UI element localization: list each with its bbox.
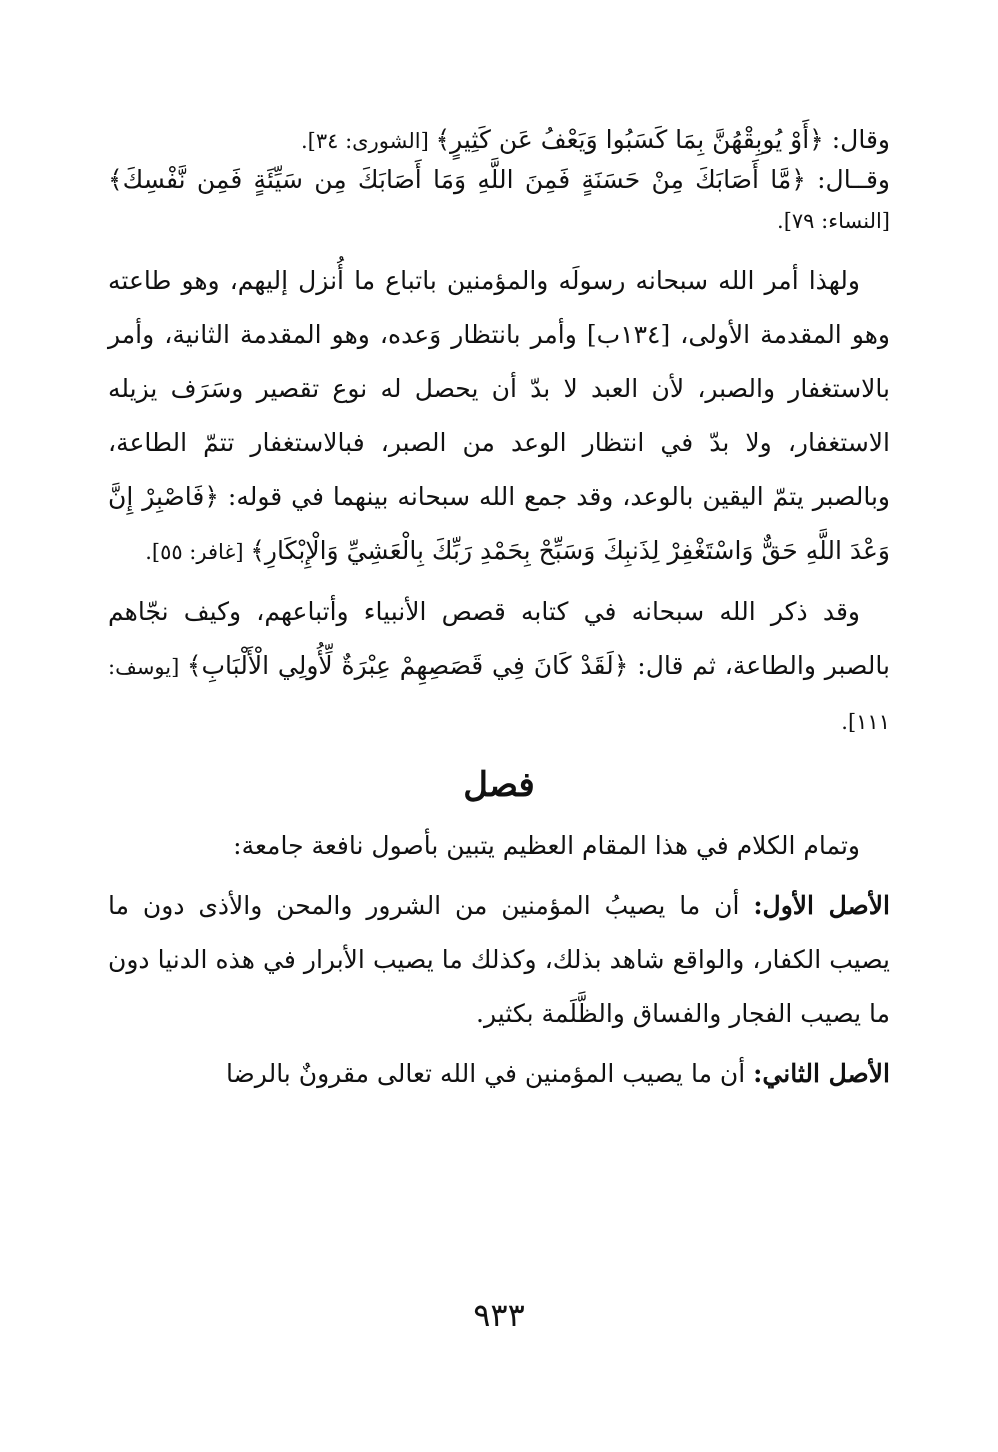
quran-verse-an-nisa: ﴿مَّا أَصَابَكَ مِنْ حَسَنَةٍ فَمِنَ اللَّهِ وَمَا أَصَابَكَ مِن سَيِّئَةٍ فَمِن نَّفْسِكَ﴾ — [108, 165, 806, 194]
page-body — [108, 120, 890, 1107]
spacer — [108, 240, 890, 254]
paragraph-qasas-al-anbiya — [108, 585, 890, 749]
verse-reference-ash-shura: [الشورى: ٣٤]. — [300, 129, 436, 153]
second-principle-text: أن ما يصيب المؤمنين في الله تعالى مقرونٌ بالرضا — [225, 1059, 754, 1088]
paragraph-istighfar-sabr — [108, 254, 890, 579]
quote-line-1 — [108, 120, 890, 160]
verse-reference-ghafir: [غافر: ٥٥]. — [145, 540, 251, 564]
section-heading: فصل — [463, 765, 535, 805]
first-principle-text: أن ما يصيبُ المؤمنين من الشرور والمحن والأذى دون ما يصيب الكفار، والواقع شاهد بذلك، وكذلك ما يصيب الأبرار في هذه الدنيا دون ما يصيب الفجار والفساق والظَّلَمة بكثير. — [108, 891, 890, 1028]
quote-line-2-prefix: وقــال: — [805, 165, 891, 194]
verse-reference-an-nisa: [النساء: ٧٩]. — [777, 209, 890, 233]
quran-verse-ash-shura: ﴿أَوْ يُوبِقْهُنَّ بِمَا كَسَبُوا وَيَعْفُ عَن كَثِيرٍ﴾ — [435, 125, 824, 154]
quran-verse-ghafir: ﴿فَاصْبِرْ إِنَّ وَعْدَ اللَّهِ حَقٌّ وَاسْتَغْفِرْ لِذَنبِكَ وَسَبِّحْ بِحَمْدِ رَبِّكَ بِالْعَشِيِّ وَالْإِبْكَارِ﴾ — [108, 482, 890, 565]
quote-line-1-prefix: وقال: — [823, 125, 890, 154]
second-principle-label: الأصل الثاني: — [753, 1059, 890, 1088]
first-principle-label: الأصل الأول: — [753, 891, 890, 920]
quote-line-2 — [108, 160, 890, 240]
paragraph-2-text: وقد ذكر الله سبحانه في كتابه قصص الأنبياء وأتباعهم، وكيف نجّاهم بالصبر والطاعة، ثم قال: — [108, 597, 890, 680]
paragraph-3-text: وتمام الكلام في هذا المقام العظيم يتبين بأصول نافعة جامعة: — [233, 831, 860, 860]
paragraph-introduction — [108, 819, 890, 873]
paragraph-second-principle — [108, 1047, 890, 1101]
paragraph-first-principle — [108, 879, 890, 1041]
verse-reference-yusuf: [يوسف: ١١١]. — [108, 655, 890, 734]
paragraph-1-text: ولهذا أمر الله سبحانه رسولَه والمؤمنين باتباع ما أُنزل إليهم، وهو طاعته وهو المقدمة الأولى، [١٣٤ب] وأمر بانتظار وَعده، وهو المقدمة الثانية، وأمر بالاستغفار والصبر، لأن العبد لا بدّ أن يحصل له نوع تقصير وسَرَف يزيله الاستغفار، ولا بدّ في انتظار الوعد من الصبر، فبالاستغفار تتمّ الطاعة، وبالصبر يتمّ اليقين بالوعد، وقد جمع الله سبحانه بينهما في قوله: — [108, 266, 890, 511]
quran-verse-yusuf: ﴿لَقَدْ كَانَ فِي قَصَصِهِمْ عِبْرَةٌ لِّأُولِي الْأَلْبَابِ﴾ — [186, 651, 629, 680]
page-number: ٩٣٣ — [473, 1296, 525, 1334]
